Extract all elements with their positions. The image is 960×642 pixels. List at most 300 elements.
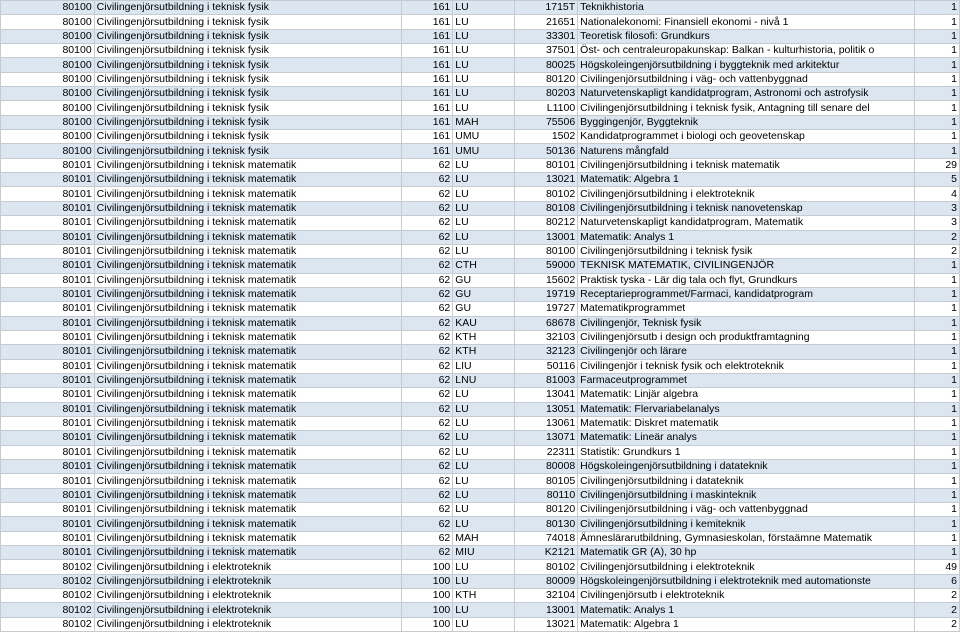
admitted-code-cell[interactable]: 32103	[514, 330, 577, 344]
count-cell[interactable]: 1	[914, 402, 959, 416]
table-row[interactable]	[1, 345, 960, 359]
program-name-cell[interactable]: Civilingenjörsutbildning i teknisk matematik	[94, 230, 401, 244]
program-code-cell[interactable]: 80100	[1, 115, 95, 129]
applicant-count-cell[interactable]: 62	[401, 230, 452, 244]
program-code-cell[interactable]: 80101	[1, 345, 95, 359]
program-code-cell[interactable]: 80101	[1, 546, 95, 560]
admitted-code-cell[interactable]: 80102	[514, 560, 577, 574]
table-row[interactable]	[1, 560, 960, 574]
university-cell[interactable]: GU	[453, 302, 514, 316]
admitted-program-cell[interactable]: Praktisk tyska - Lär dig tala och flyt, Grundkurs	[578, 273, 914, 287]
program-code-cell[interactable]: 80102	[1, 574, 95, 588]
count-cell[interactable]: 1	[914, 44, 959, 58]
applicant-count-cell[interactable]: 62	[401, 416, 452, 430]
admitted-code-cell[interactable]: 13051	[514, 402, 577, 416]
admitted-code-cell[interactable]: 13001	[514, 230, 577, 244]
university-cell[interactable]: LU	[453, 416, 514, 430]
admitted-program-cell[interactable]: Matematik: Linjär algebra	[578, 388, 914, 402]
table-row[interactable]	[1, 373, 960, 387]
university-cell[interactable]: LU	[453, 187, 514, 201]
program-name-cell[interactable]: Civilingenjörsutbildning i teknisk matematik	[94, 187, 401, 201]
program-code-cell[interactable]: 80101	[1, 531, 95, 545]
university-cell[interactable]: LU	[453, 517, 514, 531]
admitted-program-cell[interactable]: Byggingenjör, Byggteknik	[578, 115, 914, 129]
count-cell[interactable]: 49	[914, 560, 959, 574]
program-code-cell[interactable]: 80101	[1, 244, 95, 258]
admitted-program-cell[interactable]: Civilingenjörsutbildning i elektroteknik	[578, 187, 914, 201]
university-cell[interactable]: LU	[453, 445, 514, 459]
program-name-cell[interactable]: Civilingenjörsutbildning i teknisk fysik	[94, 44, 401, 58]
program-code-cell[interactable]: 80101	[1, 460, 95, 474]
program-name-cell[interactable]: Civilingenjörsutbildning i elektroteknik	[94, 603, 401, 617]
university-cell[interactable]: LU	[453, 72, 514, 86]
applicant-count-cell[interactable]: 62	[401, 187, 452, 201]
admitted-program-cell[interactable]: Civilingenjörsutbildning i väg- och vattenbyggnad	[578, 503, 914, 517]
count-cell[interactable]: 5	[914, 173, 959, 187]
table-row[interactable]	[1, 216, 960, 230]
table-row[interactable]	[1, 474, 960, 488]
count-cell[interactable]: 6	[914, 574, 959, 588]
program-name-cell[interactable]: Civilingenjörsutbildning i elektroteknik	[94, 560, 401, 574]
university-cell[interactable]: UMU	[453, 130, 514, 144]
count-cell[interactable]: 1	[914, 531, 959, 545]
university-cell[interactable]: LIU	[453, 359, 514, 373]
program-code-cell[interactable]: 80100	[1, 44, 95, 58]
program-code-cell[interactable]: 80101	[1, 302, 95, 316]
admitted-code-cell[interactable]: 80105	[514, 474, 577, 488]
program-code-cell[interactable]: 80101	[1, 273, 95, 287]
table-row[interactable]	[1, 488, 960, 502]
applicant-count-cell[interactable]: 161	[401, 87, 452, 101]
count-cell[interactable]: 1	[914, 1, 959, 15]
count-cell[interactable]: 1	[914, 302, 959, 316]
university-cell[interactable]: MIU	[453, 546, 514, 560]
program-name-cell[interactable]: Civilingenjörsutbildning i teknisk matematik	[94, 201, 401, 215]
admitted-program-cell[interactable]: Civilingenjör och lärare	[578, 345, 914, 359]
admitted-code-cell[interactable]: 13071	[514, 431, 577, 445]
university-cell[interactable]: GU	[453, 287, 514, 301]
table-row[interactable]	[1, 603, 960, 617]
admitted-program-cell[interactable]: Matematik GR (A), 30 hp	[578, 546, 914, 560]
program-name-cell[interactable]: Civilingenjörsutbildning i teknisk matematik	[94, 216, 401, 230]
admitted-program-cell[interactable]: Matematikprogrammet	[578, 302, 914, 316]
admitted-code-cell[interactable]: 80120	[514, 72, 577, 86]
university-cell[interactable]: LU	[453, 402, 514, 416]
admitted-code-cell[interactable]: 13041	[514, 388, 577, 402]
admitted-program-cell[interactable]: Ämneslärarutbildning, Gymnasieskolan, förstaämne Matematik	[578, 531, 914, 545]
count-cell[interactable]: 1	[914, 115, 959, 129]
program-name-cell[interactable]: Civilingenjörsutbildning i teknisk matematik	[94, 388, 401, 402]
program-name-cell[interactable]: Civilingenjörsutbildning i teknisk matematik	[94, 316, 401, 330]
table-row[interactable]	[1, 273, 960, 287]
table-row[interactable]	[1, 287, 960, 301]
count-cell[interactable]: 1	[914, 416, 959, 430]
count-cell[interactable]: 3	[914, 201, 959, 215]
table-row[interactable]	[1, 158, 960, 172]
count-cell[interactable]: 2	[914, 603, 959, 617]
university-cell[interactable]: LU	[453, 158, 514, 172]
admitted-code-cell[interactable]: 74018	[514, 531, 577, 545]
admitted-code-cell[interactable]: 80008	[514, 460, 577, 474]
program-code-cell[interactable]: 80101	[1, 445, 95, 459]
count-cell[interactable]: 1	[914, 474, 959, 488]
table-row[interactable]	[1, 201, 960, 215]
applicant-count-cell[interactable]: 100	[401, 560, 452, 574]
admitted-program-cell[interactable]: Naturvetenskapligt kandidatprogram, Matematik	[578, 216, 914, 230]
count-cell[interactable]: 1	[914, 359, 959, 373]
admitted-code-cell[interactable]: 80025	[514, 58, 577, 72]
table-row[interactable]	[1, 130, 960, 144]
table-row[interactable]	[1, 416, 960, 430]
admitted-program-cell[interactable]: Matematik: Flervariabelanalys	[578, 402, 914, 416]
program-code-cell[interactable]: 80101	[1, 416, 95, 430]
admitted-program-cell[interactable]: Teoretisk filosofi: Grundkurs	[578, 29, 914, 43]
applicant-count-cell[interactable]: 62	[401, 158, 452, 172]
admitted-program-cell[interactable]: Nationalekonomi: Finansiell ekonomi - nivå 1	[578, 15, 914, 29]
admitted-program-cell[interactable]: Naturens mångfald	[578, 144, 914, 158]
program-name-cell[interactable]: Civilingenjörsutbildning i teknisk matematik	[94, 431, 401, 445]
admitted-program-cell[interactable]: Civilingenjörsutbildning i teknisk fysik	[578, 244, 914, 258]
admitted-code-cell[interactable]: 80102	[514, 187, 577, 201]
applicant-count-cell[interactable]: 62	[401, 431, 452, 445]
table-row[interactable]	[1, 517, 960, 531]
program-name-cell[interactable]: Civilingenjörsutbildning i teknisk fysik	[94, 1, 401, 15]
table-row[interactable]	[1, 15, 960, 29]
applicant-count-cell[interactable]: 62	[401, 460, 452, 474]
program-code-cell[interactable]: 80101	[1, 373, 95, 387]
admitted-code-cell[interactable]: 19719	[514, 287, 577, 301]
table-row[interactable]	[1, 388, 960, 402]
admitted-program-cell[interactable]: Civilingenjörsutbildning i elektroteknik	[578, 560, 914, 574]
table-row[interactable]	[1, 302, 960, 316]
university-cell[interactable]: LU	[453, 87, 514, 101]
university-cell[interactable]: LU	[453, 15, 514, 29]
table-row[interactable]	[1, 115, 960, 129]
program-name-cell[interactable]: Civilingenjörsutbildning i teknisk fysik	[94, 130, 401, 144]
table-row[interactable]	[1, 58, 960, 72]
admitted-program-cell[interactable]: Civilingenjörsutbildning i kemiteknik	[578, 517, 914, 531]
applicant-count-cell[interactable]: 62	[401, 474, 452, 488]
count-cell[interactable]: 1	[914, 72, 959, 86]
applicant-count-cell[interactable]: 161	[401, 115, 452, 129]
admitted-code-cell[interactable]: 80120	[514, 503, 577, 517]
admitted-code-cell[interactable]: 13061	[514, 416, 577, 430]
program-name-cell[interactable]: Civilingenjörsutbildning i teknisk matematik	[94, 416, 401, 430]
program-code-cell[interactable]: 80100	[1, 87, 95, 101]
count-cell[interactable]: 1	[914, 546, 959, 560]
admitted-program-cell[interactable]: Civilingenjörsutbildning i teknisk nanovetenskap	[578, 201, 914, 215]
applicant-count-cell[interactable]: 62	[401, 517, 452, 531]
program-name-cell[interactable]: Civilingenjörsutbildning i teknisk matematik	[94, 287, 401, 301]
program-code-cell[interactable]: 80101	[1, 173, 95, 187]
applicant-count-cell[interactable]: 62	[401, 503, 452, 517]
admitted-code-cell[interactable]: 33301	[514, 29, 577, 43]
admitted-code-cell[interactable]: 80130	[514, 517, 577, 531]
applicant-count-cell[interactable]: 161	[401, 29, 452, 43]
program-code-cell[interactable]: 80100	[1, 72, 95, 86]
program-name-cell[interactable]: Civilingenjörsutbildning i teknisk matematik	[94, 445, 401, 459]
admitted-code-cell[interactable]: 50116	[514, 359, 577, 373]
count-cell[interactable]: 2	[914, 589, 959, 603]
applicant-count-cell[interactable]: 62	[401, 373, 452, 387]
applicant-count-cell[interactable]: 62	[401, 316, 452, 330]
count-cell[interactable]: 1	[914, 144, 959, 158]
program-code-cell[interactable]: 80101	[1, 230, 95, 244]
count-cell[interactable]: 1	[914, 503, 959, 517]
table-row[interactable]	[1, 29, 960, 43]
applicant-count-cell[interactable]: 161	[401, 144, 452, 158]
university-cell[interactable]: LU	[453, 230, 514, 244]
university-cell[interactable]: LU	[453, 431, 514, 445]
university-cell[interactable]: LU	[453, 216, 514, 230]
program-name-cell[interactable]: Civilingenjörsutbildning i teknisk matematik	[94, 546, 401, 560]
university-cell[interactable]: LU	[453, 460, 514, 474]
admitted-code-cell[interactable]: 32123	[514, 345, 577, 359]
admitted-program-cell[interactable]: Högskoleingenjörsutbildning i elektroteknik med automationste	[578, 574, 914, 588]
admitted-program-cell[interactable]: Matematik: Algebra 1	[578, 617, 914, 631]
admitted-code-cell[interactable]: 32104	[514, 589, 577, 603]
program-name-cell[interactable]: Civilingenjörsutbildning i teknisk matematik	[94, 402, 401, 416]
table-row[interactable]	[1, 44, 960, 58]
program-code-cell[interactable]: 80101	[1, 259, 95, 273]
program-name-cell[interactable]: Civilingenjörsutbildning i teknisk fysik	[94, 115, 401, 129]
applicant-count-cell[interactable]: 161	[401, 1, 452, 15]
applicant-count-cell[interactable]: 100	[401, 574, 452, 588]
table-row[interactable]	[1, 259, 960, 273]
table-row[interactable]	[1, 87, 960, 101]
university-cell[interactable]: LU	[453, 101, 514, 115]
program-code-cell[interactable]: 80100	[1, 15, 95, 29]
university-cell[interactable]: LU	[453, 44, 514, 58]
admitted-code-cell[interactable]: 81003	[514, 373, 577, 387]
program-code-cell[interactable]: 80100	[1, 101, 95, 115]
table-row[interactable]	[1, 617, 960, 631]
table-row[interactable]	[1, 244, 960, 258]
applicant-count-cell[interactable]: 62	[401, 388, 452, 402]
university-cell[interactable]: GU	[453, 273, 514, 287]
admitted-program-cell[interactable]: Statistik: Grundkurs 1	[578, 445, 914, 459]
applicant-count-cell[interactable]: 62	[401, 445, 452, 459]
program-code-cell[interactable]: 80100	[1, 130, 95, 144]
count-cell[interactable]: 1	[914, 29, 959, 43]
program-code-cell[interactable]: 80101	[1, 330, 95, 344]
table-row[interactable]	[1, 503, 960, 517]
table-row[interactable]	[1, 316, 960, 330]
table-row[interactable]	[1, 72, 960, 86]
university-cell[interactable]: KTH	[453, 345, 514, 359]
university-cell[interactable]: KAU	[453, 316, 514, 330]
program-name-cell[interactable]: Civilingenjörsutbildning i teknisk matematik	[94, 259, 401, 273]
program-name-cell[interactable]: Civilingenjörsutbildning i teknisk fysik	[94, 72, 401, 86]
admitted-program-cell[interactable]: Farmaceutprogrammet	[578, 373, 914, 387]
table-row[interactable]	[1, 144, 960, 158]
applicant-count-cell[interactable]: 62	[401, 546, 452, 560]
university-cell[interactable]: MAH	[453, 531, 514, 545]
table-row[interactable]	[1, 359, 960, 373]
count-cell[interactable]: 1	[914, 488, 959, 502]
program-name-cell[interactable]: Civilingenjörsutbildning i teknisk fysik	[94, 29, 401, 43]
applicant-count-cell[interactable]: 62	[401, 345, 452, 359]
admitted-program-cell[interactable]: Civilingenjörsutb i design och produktframtagning	[578, 330, 914, 344]
applicant-count-cell[interactable]: 62	[401, 173, 452, 187]
count-cell[interactable]: 1	[914, 460, 959, 474]
program-name-cell[interactable]: Civilingenjörsutbildning i teknisk matematik	[94, 173, 401, 187]
table-row[interactable]	[1, 531, 960, 545]
count-cell[interactable]: 2	[914, 230, 959, 244]
program-name-cell[interactable]: Civilingenjörsutbildning i teknisk matematik	[94, 244, 401, 258]
program-name-cell[interactable]: Civilingenjörsutbildning i teknisk matematik	[94, 302, 401, 316]
table-row[interactable]	[1, 589, 960, 603]
admitted-program-cell[interactable]: Civilingenjörsutbildning i datateknik	[578, 474, 914, 488]
university-cell[interactable]: LU	[453, 244, 514, 258]
program-code-cell[interactable]: 80102	[1, 589, 95, 603]
program-name-cell[interactable]: Civilingenjörsutbildning i elektroteknik	[94, 617, 401, 631]
program-code-cell[interactable]: 80101	[1, 158, 95, 172]
program-code-cell[interactable]: 80101	[1, 359, 95, 373]
admitted-program-cell[interactable]: Civilingenjörsutbildning i teknisk matematik	[578, 158, 914, 172]
count-cell[interactable]: 1	[914, 87, 959, 101]
admitted-program-cell[interactable]: Naturvetenskapligt kandidatprogram, Astronomi och astrofysik	[578, 87, 914, 101]
admitted-code-cell[interactable]: 13021	[514, 617, 577, 631]
table-row[interactable]	[1, 574, 960, 588]
admitted-program-cell[interactable]: TEKNISK MATEMATIK, CIVILINGENJÖR	[578, 259, 914, 273]
count-cell[interactable]: 1	[914, 373, 959, 387]
count-cell[interactable]: 1	[914, 130, 959, 144]
university-cell[interactable]: MAH	[453, 115, 514, 129]
applicant-count-cell[interactable]: 161	[401, 72, 452, 86]
program-code-cell[interactable]: 80101	[1, 216, 95, 230]
applicant-count-cell[interactable]: 62	[401, 359, 452, 373]
program-code-cell[interactable]: 80100	[1, 1, 95, 15]
admitted-code-cell[interactable]: 80203	[514, 87, 577, 101]
university-cell[interactable]: LU	[453, 388, 514, 402]
program-name-cell[interactable]: Civilingenjörsutbildning i teknisk matematik	[94, 474, 401, 488]
count-cell[interactable]: 4	[914, 187, 959, 201]
count-cell[interactable]: 1	[914, 259, 959, 273]
table-row[interactable]	[1, 187, 960, 201]
admitted-program-cell[interactable]: Civilingenjör, Teknisk fysik	[578, 316, 914, 330]
program-name-cell[interactable]: Civilingenjörsutbildning i teknisk fysik	[94, 58, 401, 72]
count-cell[interactable]: 29	[914, 158, 959, 172]
admitted-program-cell[interactable]: Matematik: Lineär analys	[578, 431, 914, 445]
count-cell[interactable]: 1	[914, 345, 959, 359]
count-cell[interactable]: 1	[914, 330, 959, 344]
admitted-code-cell[interactable]: 22311	[514, 445, 577, 459]
program-name-cell[interactable]: Civilingenjörsutbildning i teknisk matematik	[94, 359, 401, 373]
applicant-count-cell[interactable]: 62	[401, 302, 452, 316]
applicant-count-cell[interactable]: 62	[401, 531, 452, 545]
admitted-code-cell[interactable]: 1715T	[514, 1, 577, 15]
university-cell[interactable]: LU	[453, 603, 514, 617]
program-code-cell[interactable]: 80102	[1, 603, 95, 617]
program-name-cell[interactable]: Civilingenjörsutbildning i teknisk matematik	[94, 460, 401, 474]
table-row[interactable]	[1, 546, 960, 560]
count-cell[interactable]: 1	[914, 431, 959, 445]
university-cell[interactable]: LU	[453, 1, 514, 15]
program-code-cell[interactable]: 80101	[1, 402, 95, 416]
admitted-code-cell[interactable]: 19727	[514, 302, 577, 316]
admitted-program-cell[interactable]: Teknikhistoria	[578, 1, 914, 15]
program-name-cell[interactable]: Civilingenjörsutbildning i teknisk matematik	[94, 330, 401, 344]
university-cell[interactable]: LU	[453, 488, 514, 502]
program-code-cell[interactable]: 80100	[1, 29, 95, 43]
applicant-count-cell[interactable]: 62	[401, 259, 452, 273]
applicant-count-cell[interactable]: 161	[401, 44, 452, 58]
admitted-program-cell[interactable]: Matematik: Analys 1	[578, 603, 914, 617]
program-code-cell[interactable]: 80101	[1, 431, 95, 445]
program-name-cell[interactable]: Civilingenjörsutbildning i teknisk matematik	[94, 158, 401, 172]
admitted-code-cell[interactable]: 80101	[514, 158, 577, 172]
applicant-count-cell[interactable]: 62	[401, 402, 452, 416]
applicant-count-cell[interactable]: 62	[401, 330, 452, 344]
applicant-count-cell[interactable]: 62	[401, 216, 452, 230]
program-name-cell[interactable]: Civilingenjörsutbildning i teknisk matematik	[94, 273, 401, 287]
count-cell[interactable]: 1	[914, 388, 959, 402]
count-cell[interactable]: 1	[914, 15, 959, 29]
count-cell[interactable]: 2	[914, 244, 959, 258]
university-cell[interactable]: LU	[453, 617, 514, 631]
table-row[interactable]	[1, 402, 960, 416]
admitted-code-cell[interactable]: K2121	[514, 546, 577, 560]
program-code-cell[interactable]: 80101	[1, 474, 95, 488]
admitted-program-cell[interactable]: Civilingenjörsutbildning i väg- och vattenbyggnad	[578, 72, 914, 86]
admitted-program-cell[interactable]: Receptarieprogrammet/Farmaci, kandidatprogram	[578, 287, 914, 301]
admitted-code-cell[interactable]: 21651	[514, 15, 577, 29]
program-code-cell[interactable]: 80102	[1, 617, 95, 631]
admitted-code-cell[interactable]: 80009	[514, 574, 577, 588]
admitted-program-cell[interactable]: Civilingenjör i teknisk fysik och elektroteknik	[578, 359, 914, 373]
program-name-cell[interactable]: Civilingenjörsutbildning i teknisk matematik	[94, 345, 401, 359]
admitted-program-cell[interactable]: Civilingenjörsutbildning i teknisk fysik, Antagning till senare del	[578, 101, 914, 115]
university-cell[interactable]: LU	[453, 29, 514, 43]
university-cell[interactable]: LU	[453, 58, 514, 72]
count-cell[interactable]: 1	[914, 273, 959, 287]
university-cell[interactable]: LU	[453, 560, 514, 574]
count-cell[interactable]: 1	[914, 316, 959, 330]
program-code-cell[interactable]: 80101	[1, 388, 95, 402]
applicant-count-cell[interactable]: 100	[401, 589, 452, 603]
admitted-code-cell[interactable]: 13001	[514, 603, 577, 617]
applicant-count-cell[interactable]: 161	[401, 58, 452, 72]
program-name-cell[interactable]: Civilingenjörsutbildning i teknisk matematik	[94, 488, 401, 502]
admitted-code-cell[interactable]: 80110	[514, 488, 577, 502]
university-cell[interactable]: LU	[453, 503, 514, 517]
admitted-code-cell[interactable]: 80108	[514, 201, 577, 215]
count-cell[interactable]: 1	[914, 445, 959, 459]
table-row[interactable]	[1, 460, 960, 474]
university-cell[interactable]: LU	[453, 201, 514, 215]
applicant-count-cell[interactable]: 100	[401, 603, 452, 617]
admitted-program-cell[interactable]: Öst- och centraleuropakunskap: Balkan - kulturhistoria, politik o	[578, 44, 914, 58]
program-name-cell[interactable]: Civilingenjörsutbildning i teknisk matematik	[94, 373, 401, 387]
program-code-cell[interactable]: 80101	[1, 201, 95, 215]
program-name-cell[interactable]: Civilingenjörsutbildning i teknisk matematik	[94, 517, 401, 531]
count-cell[interactable]: 1	[914, 58, 959, 72]
program-code-cell[interactable]: 80100	[1, 144, 95, 158]
applicant-count-cell[interactable]: 62	[401, 273, 452, 287]
table-row[interactable]	[1, 431, 960, 445]
program-code-cell[interactable]: 80101	[1, 287, 95, 301]
admitted-code-cell[interactable]: 80212	[514, 216, 577, 230]
admitted-code-cell[interactable]: 15602	[514, 273, 577, 287]
program-code-cell[interactable]: 80101	[1, 316, 95, 330]
admitted-program-cell[interactable]: Matematik: Algebra 1	[578, 173, 914, 187]
program-code-cell[interactable]: 80101	[1, 503, 95, 517]
admitted-code-cell[interactable]: 80100	[514, 244, 577, 258]
count-cell[interactable]: 3	[914, 216, 959, 230]
admitted-program-cell[interactable]: Högskoleingenjörsutbildning i datateknik	[578, 460, 914, 474]
applicant-count-cell[interactable]: 161	[401, 130, 452, 144]
